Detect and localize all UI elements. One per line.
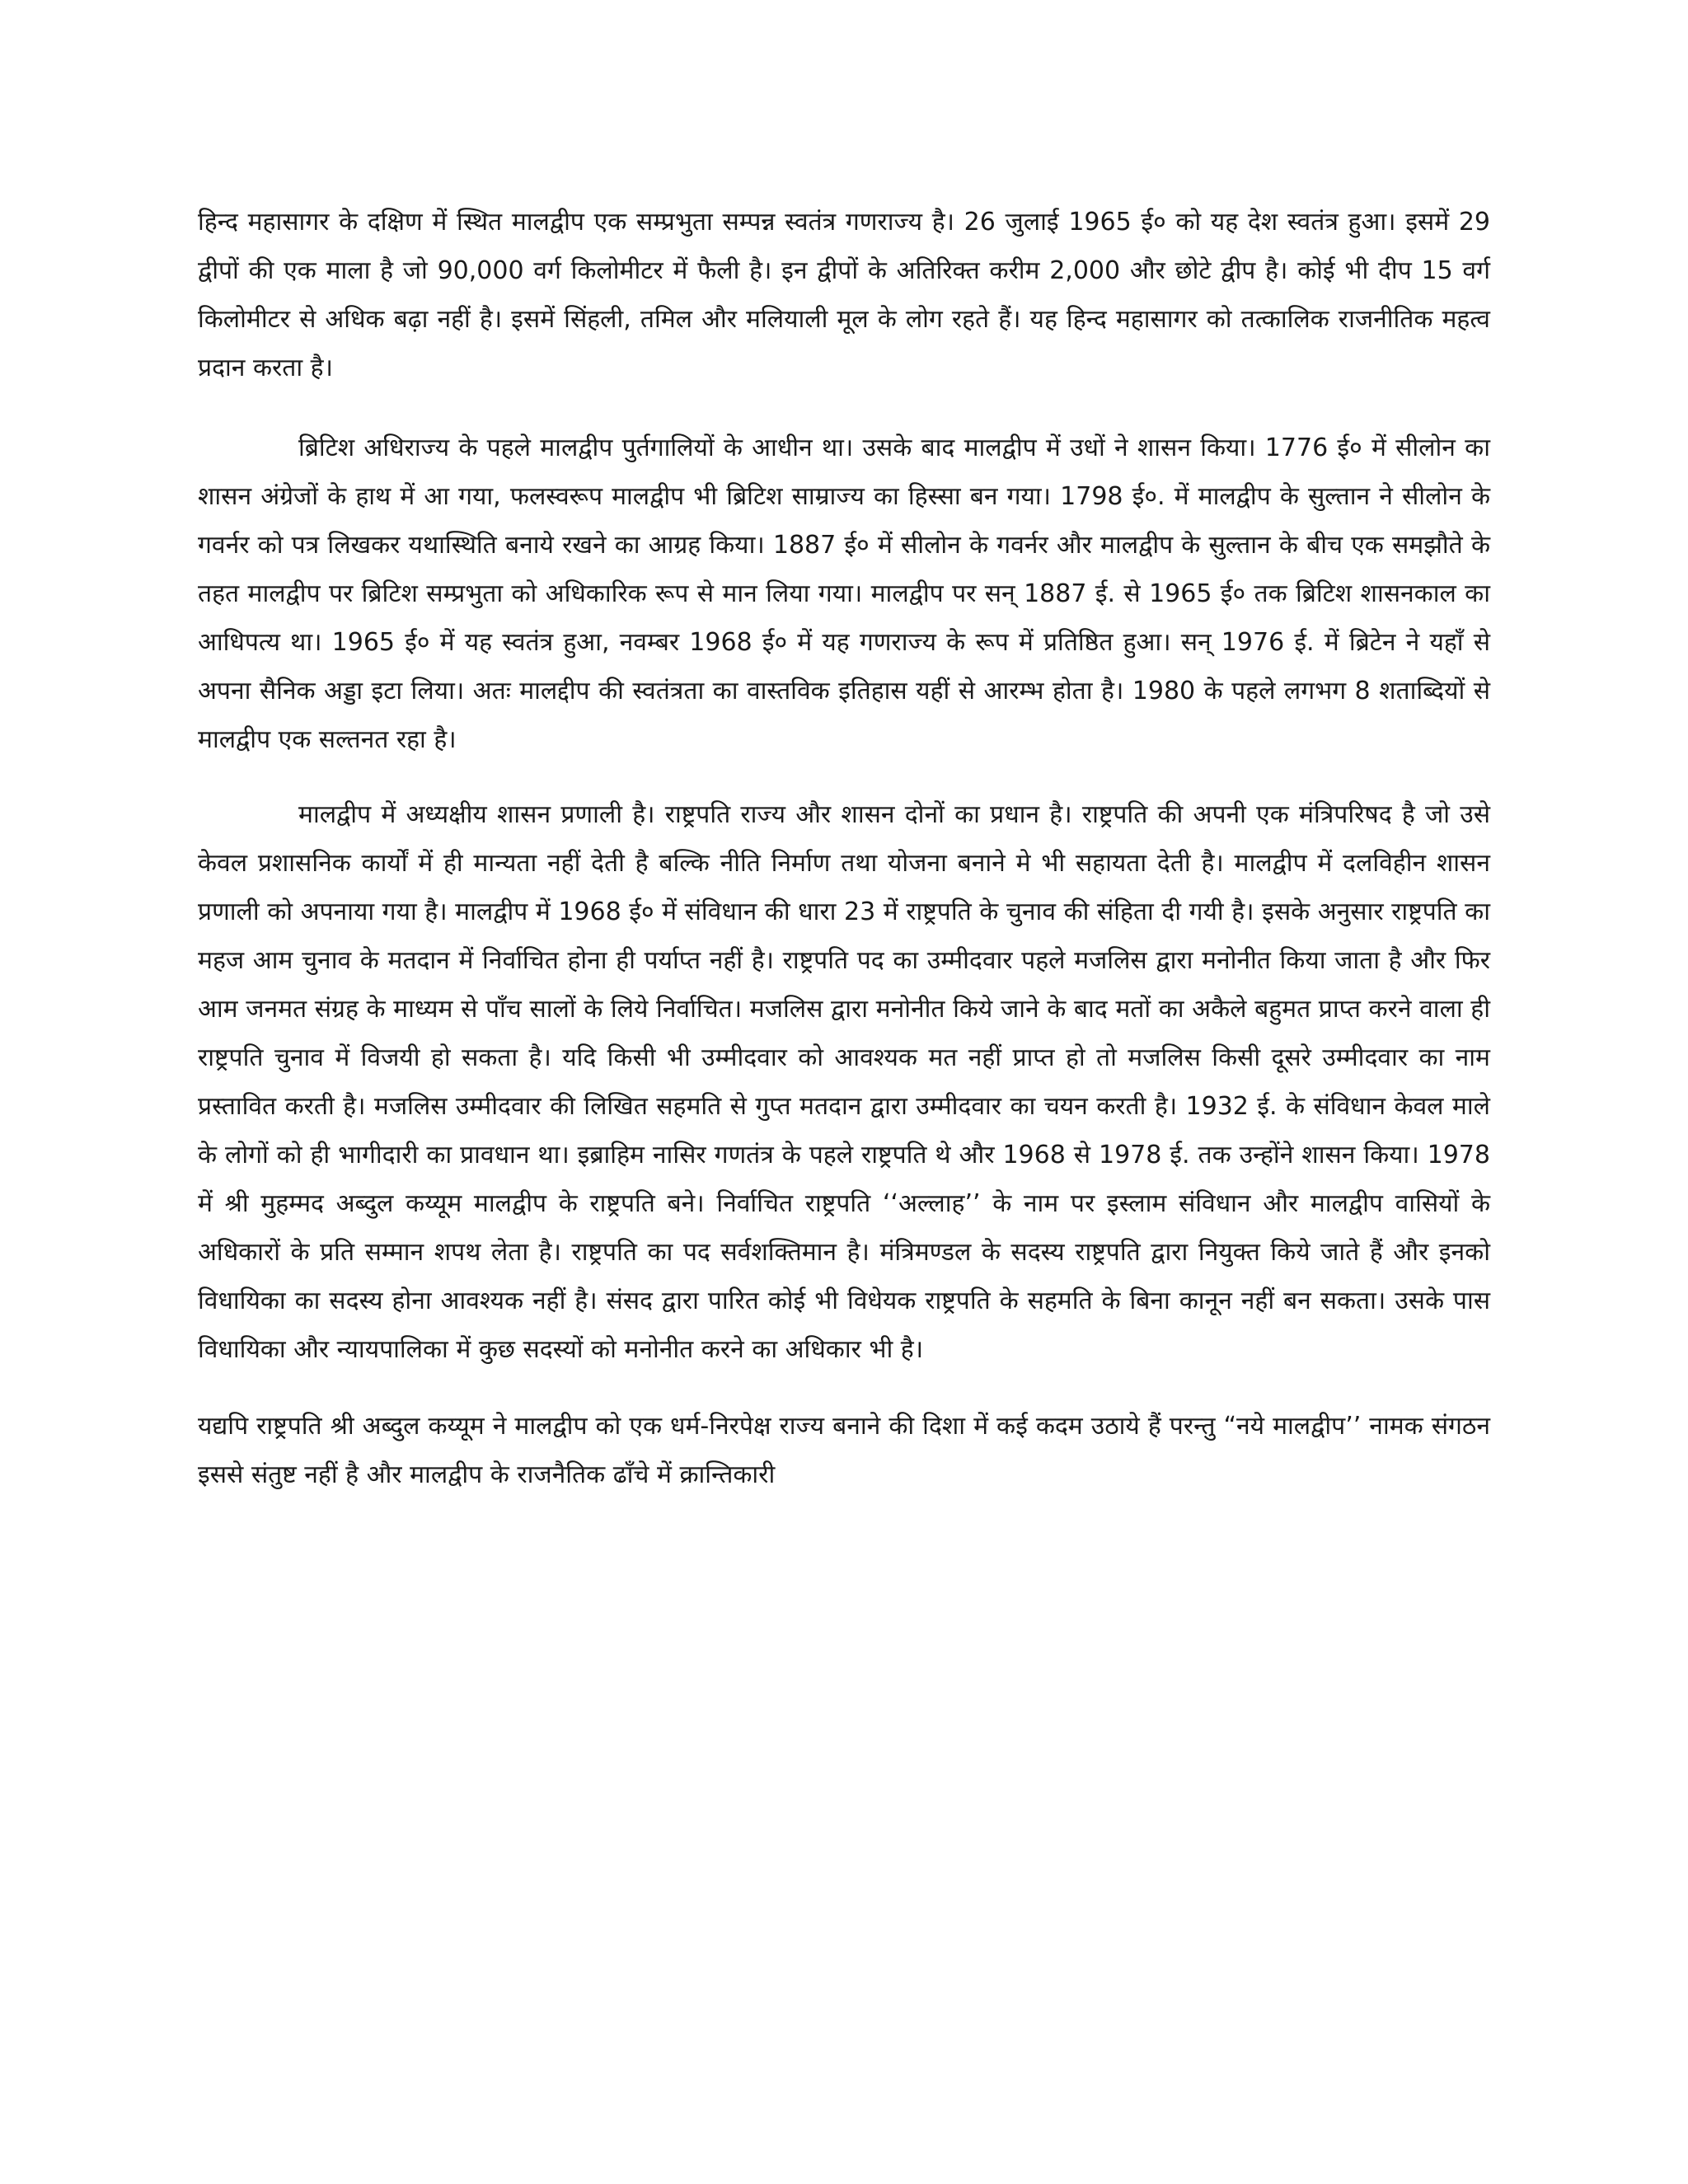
paragraph-secular-reforms: यद्यपि राष्ट्रपति श्री अब्दुल कय्यूम ने मालद्वीप को एक धर्म-निरपेक्ष राज्य बनाने की दिशा में कई कदम उठाये हैं परन्तु “नये मालद्वीप’’ नामक संगठन इससे संतुष्ट नहीं है और मालद्वीप के राजनैतिक ढाँचे में क्रान्तिकारी: [198, 1412, 1490, 1489]
document-body: [198, 198, 1490, 1499]
paragraph-geography: हिन्द महासागर के दक्षिण में स्थित मालद्वीप एक सम्प्रभुता सम्पन्न स्वतंत्र गणराज्य है। 26 जुलाई 1965 ई० को यह देश स्वतंत्र हुआ। इसमें 29 द्वीपों की एक माला है जो 90,000 वर्ग किलोमीटर में फैली है। इन द्वीपों के अतिरिक्त करीम 2,000 और छोटे द्वीप है। कोई भी दीप 15 वर्ग किलोमीटर से अधिक बढ़ा नहीं है। इसमें सिंहली, तमिल और मलियाली मूल के लोग रहते हैं। यह हिन्द महासागर को तत्कालिक राजनीतिक महत्व प्रदान करता है।: [198, 208, 1490, 382]
paragraph-presidential-system: मालद्वीप में अध्यक्षीय शासन प्रणाली है। राष्ट्रपति राज्य और शासन दोनों का प्रधान है। राष्ट्रपति की अपनी एक मंत्रिपरिषद है जो उसे केवल प्रशासनिक कार्यों में ही मान्यता नहीं देती है बल्कि नीति निर्माण तथा योजना बनाने मे भी सहायता देती है। मालद्वीप में दलविहीन शासन प्रणाली को अपनाया गया है। मालद्वीप में 1968 ई० में संविधान की धारा 23 में राष्ट्रपति के चुनाव की संहिता दी गयी है। इसके अनुसार राष्ट्रपति का महज आम चुनाव के मतदान में निर्वाचित होना ही पर्याप्त नहीं है। राष्ट्रपति पद का उम्मीदवार पहले मजलिस द्वारा मनोनीत किया जाता है और फिर आम जनमत संग्रह के माध्यम से पाँच सालों के लिये निर्वाचित। मजलिस द्वारा मनोनीत किये जाने के बाद मतों का अकैले बहुमत प्राप्त करने वाला ही राष्ट्रपति चुनाव में विजयी हो सकता है। यदि किसी भी उम्मीदवार को आवश्यक मत नहीं प्राप्त हो तो मजलिस किसी दूसरे उम्मीदवार का नाम प्रस्तावित करती है। मजलिस उम्मीदवार की लिखित सहमति से गुप्त मतदान द्वारा उम्मीदवार का चयन करती है। 1932 ई. के संविधान केवल माले के लोगों को ही भागीदारी का प्रावधान था। इब्राहिम नासिर गणतंत्र के पहले राष्ट्रपति थे और 1968 से 1978 ई. तक उन्होंने शासन किया। 1978 में श्री मुहम्मद अब्दुल कय्यूम मालद्वीप के राष्ट्रपति बने। निर्वाचित राष्ट्रपति ‘‘अल्लाह’’ के नाम पर इस्लाम संविधान और मालद्वीप वासियों के अधिकारों के प्रति सम्मान शपथ लेता है। राष्ट्रपति का पद सर्वशक्तिमान है। मंत्रिमण्डल के सदस्य राष्ट्रपति द्वारा नियुक्त किये जाते हैं और इनको विधायिका का सदस्य होना आवश्यक नहीं है। संसद द्वारा पारित कोई भी विधेयक राष्ट्रपति के सहमति के बिना कानून नहीं बन सकता। उसके पास विधायिका और न्यायपालिका में कुछ सदस्यों को मनोनीत करने का अधिकार भी है।: [198, 800, 1490, 1364]
paragraph-colonial-history: ब्रिटिश अधिराज्य के पहले मालद्वीप पुर्तगालियों के आधीन था। उसके बाद मालद्वीप में उधों ने शासन किया। 1776 ई० में सीलोन का शासन अंग्रेजों के हाथ में आ गया, फलस्वरूप मालद्वीप भी ब्रिटिश साम्राज्य का हिस्सा बन गया। 1798 ई०. में मालद्वीप के सुल्तान ने सीलोन के गवर्नर को पत्र लिखकर यथास्थिति बनाये रखने का आग्रह किया। 1887 ई० में सीलोन के गवर्नर और मालद्वीप के सुल्तान के बीच एक समझौते के तहत मालद्वीप पर ब्रिटिश सम्प्रभुता को अधिकारिक रूप से मान लिया गया। मालद्वीप पर सन् 1887 ई. से 1965 ई० तक ब्रिटिश शासनकाल का आधिपत्य था। 1965 ई० में यह स्वतंत्र हुआ, नवम्बर 1968 ई० में यह गणराज्य के रूप में प्रतिष्ठित हुआ। सन् 1976 ई. में ब्रिटेन ने यहाँ से अपना सैनिक अड्डा इटा लिया। अतः मालद्दीप की स्वतंत्रता का वास्तविक इतिहास यहीं से आरम्भ होता है। 1980 के पहले लगभग 8 शताब्दियों से मालद्वीप एक सल्तनत रहा है।: [198, 434, 1490, 754]
